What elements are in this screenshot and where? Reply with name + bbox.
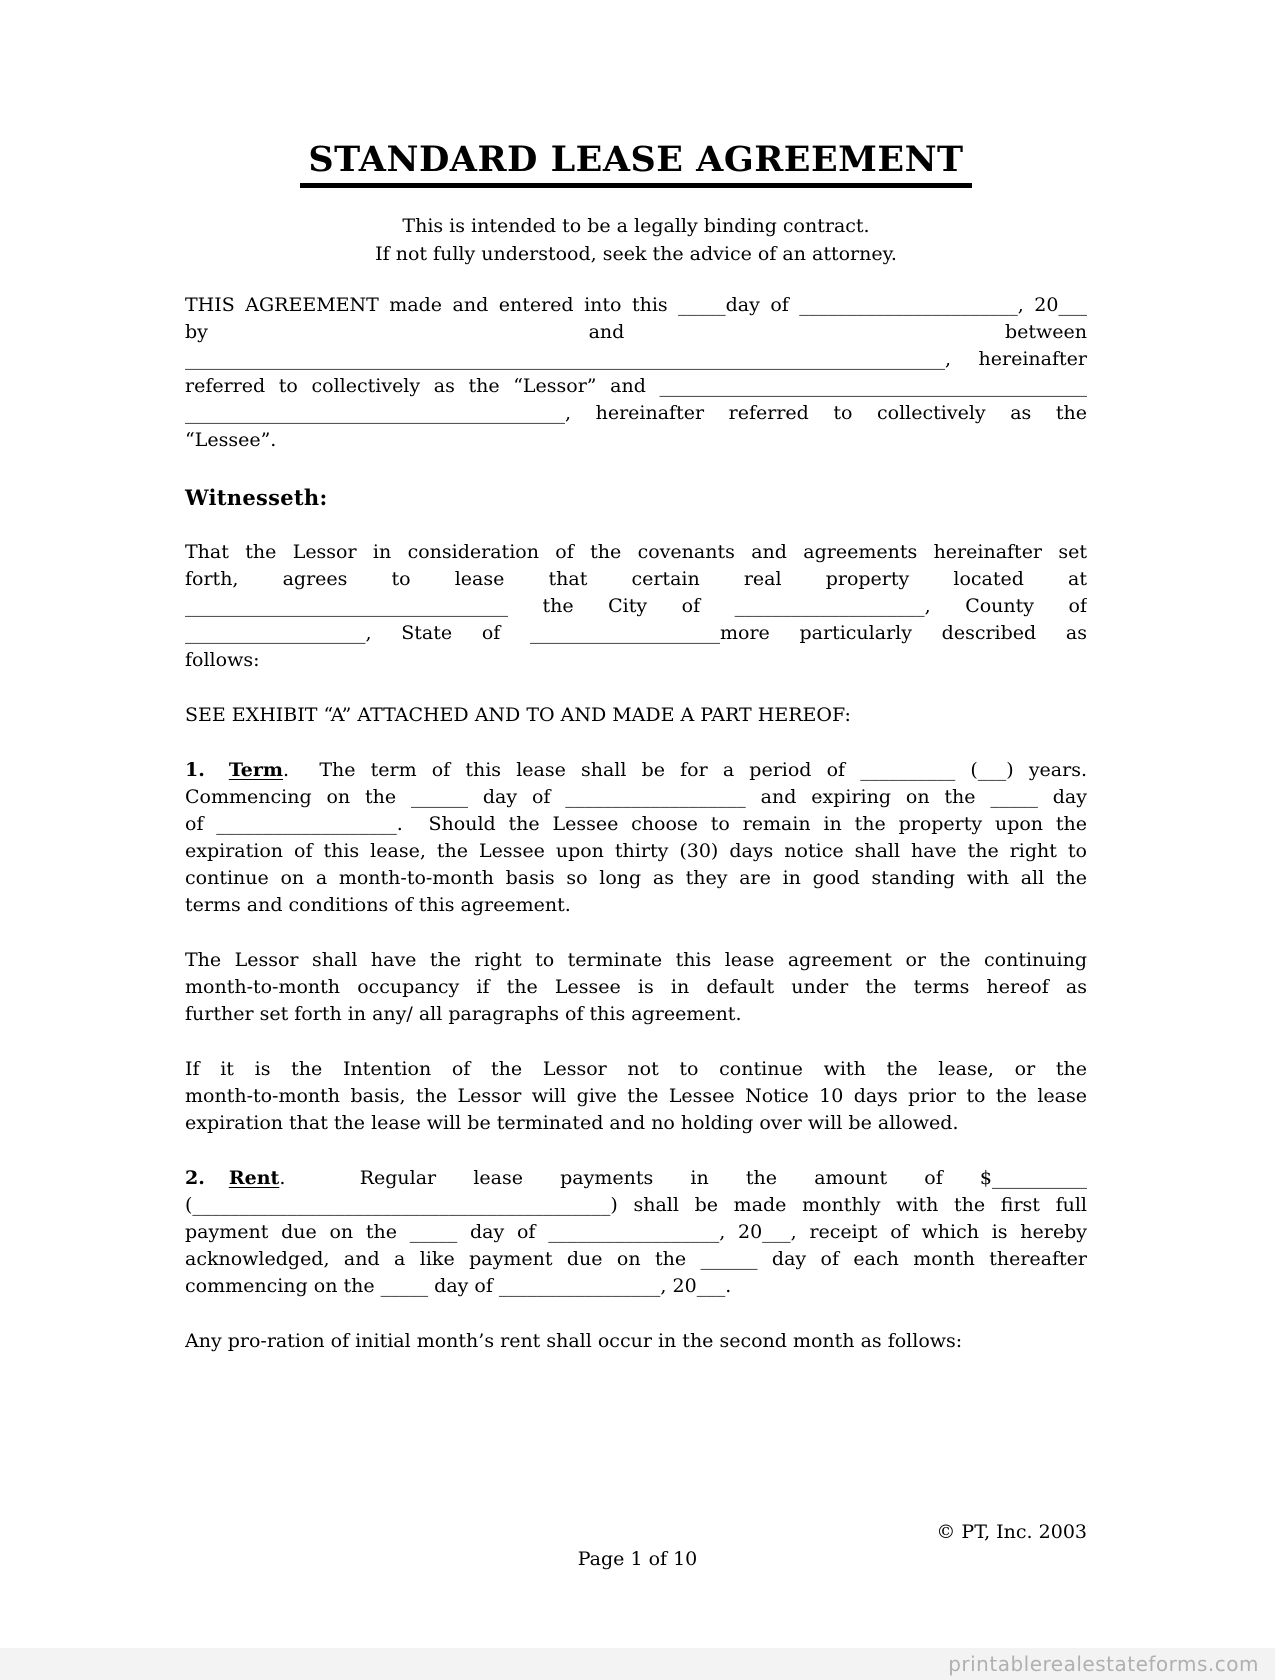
- watermark-site-label: printablerealestateforms.com: [948, 1652, 1259, 1676]
- text-line: month-to-month occupancy if the Lessee is in default under the terms hereof as: [185, 976, 1087, 999]
- text-line: expiration that the lease will be terminated and no holding over will be allowed.: [185, 1112, 959, 1135]
- text-line: further set forth in any/ all paragraphs of this agreement.: [185, 1003, 742, 1026]
- text-line: terms and conditions of this agreement.: [185, 894, 571, 917]
- paragraph-rent: [185, 1165, 1087, 1300]
- section-title: Rent: [228, 1167, 280, 1190]
- document-content: [185, 0, 1087, 1355]
- text-line: acknowledged, and a like payment due on the ______ day of each month thereafter: [185, 1248, 1087, 1271]
- text-line: [185, 757, 1087, 784]
- paragraph-intention: [185, 1056, 1087, 1137]
- section-lead-text: . The term of this lease shall be for a period of __________ (___) years.: [283, 759, 1087, 782]
- text-line: THIS AGREEMENT made and entered into this _____day of _______________________, 20___: [185, 294, 1087, 317]
- document-title-text: STANDARD LEASE AGREEMENT: [300, 140, 971, 188]
- subtitle-line-1: This is intended to be a legally binding contract.: [402, 215, 870, 238]
- text-line: If it is the Intention of the Lessor not to continue with the lease, or the: [185, 1058, 1087, 1081]
- paragraph-intro: [185, 292, 1087, 454]
- text-line: Any pro-ration of initial month’s rent shall occur in the second month as follows:: [185, 1330, 963, 1353]
- text-line: month-to-month basis, the Lessor will give the Lessee Notice 10 days prior to the lease: [185, 1085, 1087, 1108]
- paragraph-term: [185, 757, 1087, 919]
- document-title: [185, 0, 1087, 188]
- section-lead-text: . Regular lease payments in the amount of $__________: [279, 1167, 1087, 1190]
- text-line: payment due on the _____ day of __________________, 20___, receipt of which is hereby: [185, 1221, 1087, 1244]
- watermark-bar: [0, 1648, 1275, 1680]
- paragraph-proration: [185, 1328, 1087, 1355]
- text-line: SEE EXHIBIT “A” ATTACHED AND TO AND MADE A PART HEREOF:: [185, 704, 851, 727]
- paragraph-terminate-right: [185, 947, 1087, 1028]
- section-title: Term: [228, 759, 284, 782]
- text-line: __________________________________ the City of ____________________, County of: [185, 595, 1087, 618]
- text-line: [185, 1165, 1087, 1192]
- section-number: 1.: [185, 759, 205, 782]
- paragraph-witnesseth: [185, 539, 1087, 674]
- text-line: ________________________________________, hereinafter referred to collectively as the: [185, 402, 1087, 425]
- text-line: commencing on the _____ day of _________________, 20___.: [185, 1275, 732, 1298]
- paragraph-see-exhibit: [185, 702, 1087, 729]
- text-line: referred to collectively as the “Lessor” and _____________________________________________: [185, 375, 1087, 398]
- text-line: “Lessee”.: [185, 429, 277, 452]
- text-line: Commencing on the ______ day of ___________________ and expiring on the _____ day: [185, 786, 1087, 809]
- witnesseth-heading: Witnesseth:: [185, 485, 328, 511]
- text-line: by and between: [185, 321, 1087, 344]
- section-number: 2.: [185, 1167, 205, 1190]
- text-line: follows:: [185, 649, 260, 672]
- text-line: of ___________________. Should the Lessee choose to remain in the property upon the: [185, 813, 1087, 836]
- page-number: Page 1 of 10: [577, 1548, 698, 1570]
- text-line: The Lessor shall have the right to terminate this lease agreement or the continuing: [185, 949, 1087, 972]
- document-subtitle: [185, 212, 1087, 268]
- text-line: (____________________________________________) shall be made monthly with the first full: [185, 1194, 1087, 1217]
- subtitle-line-2: If not fully understood, seek the advice of an attorney.: [375, 243, 897, 266]
- text-line: ________________________________________________________________________________, hereinafter: [185, 348, 1087, 371]
- text-line: continue on a month-to-month basis so long as they are in good standing with all the: [185, 867, 1087, 890]
- text-line: expiration of this lease, the Lessee upon thirty (30) days notice shall have the right to: [185, 840, 1087, 863]
- text-line: forth, agrees to lease that certain real property located at: [185, 568, 1087, 591]
- copyright-notice: © PT, Inc. 2003: [936, 1521, 1087, 1543]
- text-line: That the Lessor in consideration of the covenants and agreements hereinafter set: [185, 541, 1087, 564]
- text-line: ___________________, State of ____________________more particularly described as: [185, 622, 1087, 645]
